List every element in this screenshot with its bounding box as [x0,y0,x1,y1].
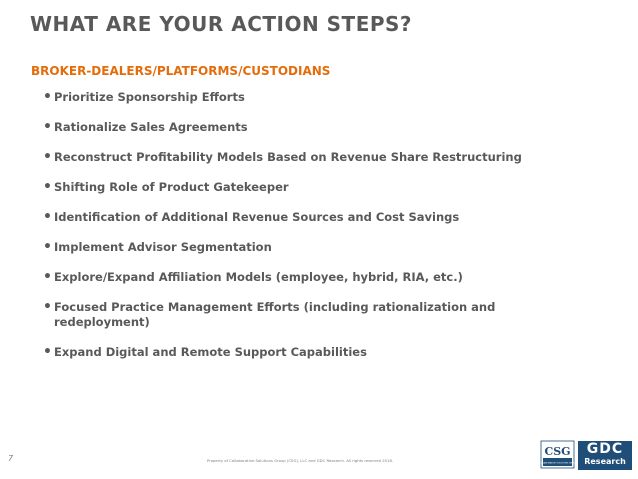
list-item [43,90,543,105]
list-item-text: Implement Advisor Segmentation [54,240,272,254]
bullet-icon: • [43,239,52,255]
gdc-research-logo [578,441,632,470]
bullet-icon: • [43,209,52,225]
list-item-text: Rationalize Sales Agreements [54,120,248,134]
footer-copyright: Property of Collaborative Solutions Group (CSG), LLC and GDC Research. All rights reserved 2018. [207,458,394,463]
bullet-icon: • [43,269,52,285]
list-item [43,300,543,330]
bullet-icon: • [43,299,52,315]
list-item [43,180,543,195]
list-item-text: Explore/Expand Affiliation Models (employee, hybrid, RIA, etc.) [54,270,463,284]
bullet-icon: • [43,89,52,105]
list-item [43,120,543,135]
list-item-text: Shifting Role of Product Gatekeeper [54,180,289,194]
csg-logo-text: CSG [544,445,571,458]
list-item-text: Expand Digital and Remote Support Capabilities [54,345,367,359]
list-item [43,240,543,255]
page-number: 7 [8,454,14,463]
list-item [43,150,543,165]
bullet-icon: • [43,149,52,165]
list-item [43,210,543,225]
list-item-text: Prioritize Sponsorship Efforts [54,90,245,104]
csg-logo-subtext: COLLABORATIVE SOLUTIONS GROUP [538,462,577,465]
slide-subtitle: BROKER-DEALERS/PLATFORMS/CUSTODIANS [31,64,331,78]
list-item [43,345,543,360]
list-item-text: Focused Practice Management Efforts (including rationalization and redeployment) [54,300,496,329]
bullet-icon: • [43,119,52,135]
slide-title: WHAT ARE YOUR ACTION STEPS? [30,12,413,36]
list-item-text: Identification of Additional Revenue Sources and Cost Savings [54,210,460,224]
gdc-logo-subtext: Research [584,457,626,466]
list-item [43,270,543,285]
action-steps-list [43,90,543,375]
bullet-icon: • [43,344,52,360]
list-item-text: Reconstruct Profitability Models Based on Revenue Share Restructuring [54,150,522,164]
bullet-icon: • [43,179,52,195]
csg-logo [538,441,577,468]
gdc-logo-text: GDC [586,441,624,457]
